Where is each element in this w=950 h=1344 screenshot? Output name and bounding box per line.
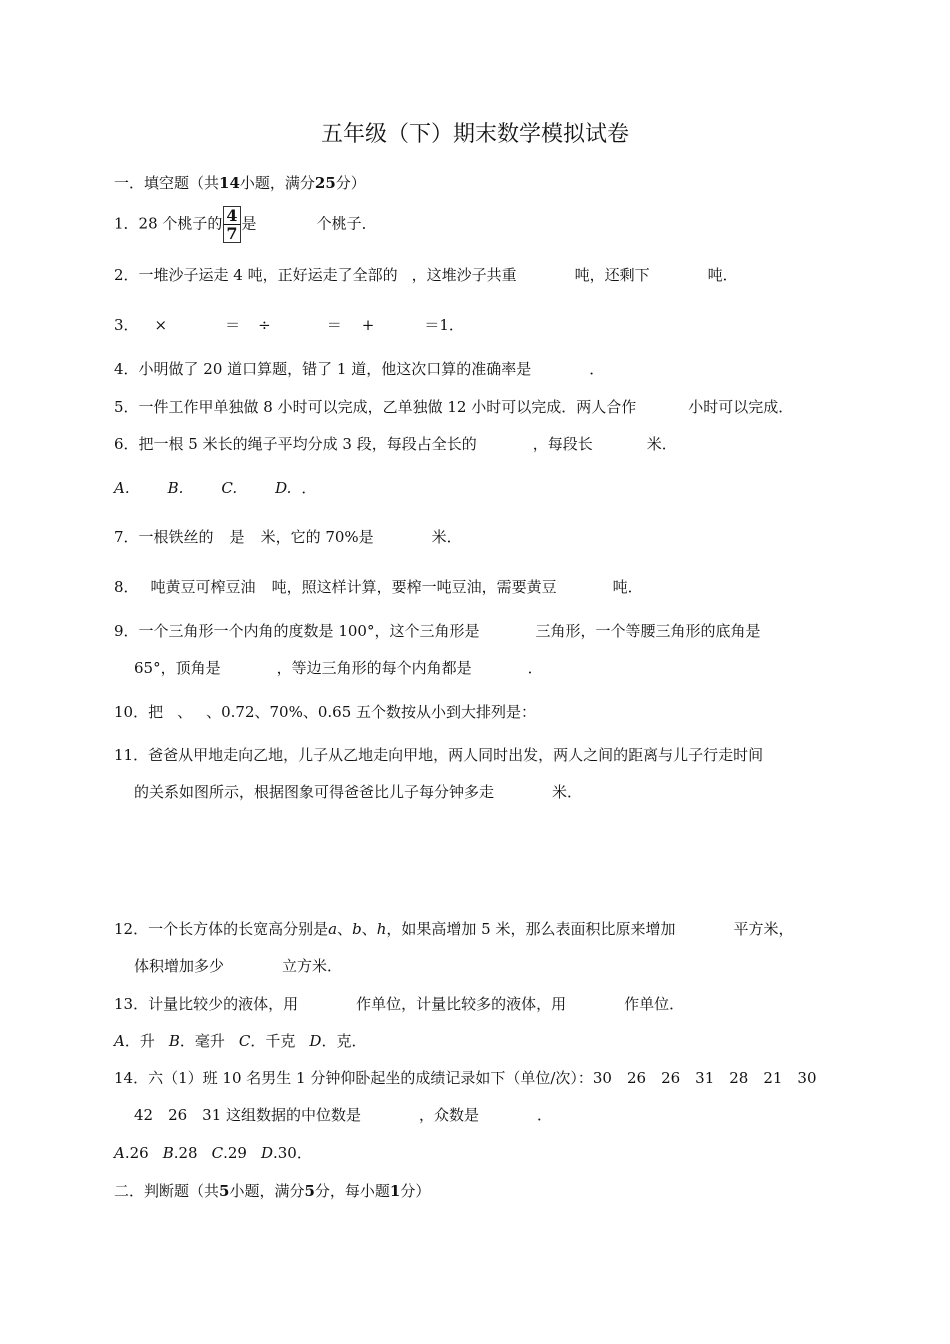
question-14-line-2	[134, 1105, 552, 1125]
section-2-heading-mid: 小题，满分	[229, 1182, 305, 1200]
option-a-text: .26	[124, 1144, 149, 1162]
variable-h: h	[376, 920, 387, 938]
question-12-text-d: 体积增加多少	[134, 957, 225, 975]
question-13	[114, 994, 684, 1014]
option-a-letter: A	[114, 1144, 125, 1162]
section-2-heading	[114, 1181, 430, 1201]
question-10-text-c: 、0.72、70%、0.65 五个数按从小到大排列是：	[206, 703, 537, 721]
question-11-text-b: 的关系如图所示，根据图象可得爸爸比儿子每分钟多走	[134, 783, 495, 801]
option-c: C.	[221, 479, 238, 497]
question-6-text-a: 6．把一根 5 米长的绳子平均分成 3 段，每段占全长的	[114, 435, 477, 453]
variable-b: b	[352, 920, 362, 938]
option-b-letter: B	[162, 1144, 174, 1162]
question-7-text-c: 米，它的 70%是	[260, 528, 374, 546]
fraction-denominator: 7	[223, 225, 240, 243]
separator: 、	[361, 920, 377, 938]
question-6-text-b: ，每段长	[532, 435, 593, 453]
question-7	[114, 527, 462, 547]
question-12-text-c: 平方米，	[733, 920, 794, 938]
section-1-heading-prefix: 一．填空题（共	[114, 174, 220, 192]
question-8-text-c: 吨，照这样计算，要榨一吨豆油，需要黄豆	[271, 578, 557, 596]
question-9-line-1	[114, 621, 760, 641]
option-c-text: ．千克	[250, 1032, 296, 1050]
section-2-heading-suffix: 分）	[400, 1182, 431, 1200]
section-1-heading-mid: 小题，满分	[239, 174, 315, 192]
question-2-text-c: 吨，还剩下	[574, 266, 650, 284]
question-10	[114, 702, 536, 722]
question-7-text-d: 米．	[431, 528, 462, 546]
option-a: A.	[114, 479, 130, 497]
question-1	[114, 206, 377, 243]
question-12-text-b: ，如果高增加 5 米，那么表面积比原来增加	[386, 920, 676, 938]
question-3	[114, 315, 464, 335]
section-2-each-score: 1	[389, 1182, 401, 1200]
question-9-text-a: 9．一个三角形一个内角的度数是 100°，这个三角形是	[114, 622, 480, 640]
question-1-text-c: 个桃子．	[316, 214, 377, 233]
question-5	[114, 397, 793, 417]
question-12-text-e: 立方米．	[282, 957, 343, 975]
question-3-number: 3．	[114, 316, 139, 334]
option-c-letter: C	[238, 1032, 251, 1050]
question-11-line-1: 11．爸爸从甲地走向乙地，儿子从乙地走向甲地，两人同时出发，两人之间的距离与儿子行走时间	[114, 746, 764, 764]
option-d-letter: D	[260, 1144, 273, 1162]
question-2-text-a: 2．一堆沙子运走 4 吨，正好运走了全部的	[114, 266, 398, 284]
option-d-text: .30．	[272, 1144, 312, 1162]
question-8-number: 8．	[114, 578, 139, 596]
fraction-4-7	[223, 206, 240, 243]
option-c-letter: C	[211, 1144, 224, 1162]
plus-symbol: +	[361, 316, 375, 334]
section-2-heading-mid2: 分，每小题	[314, 1182, 390, 1200]
question-4-text-b: ．	[589, 360, 605, 378]
question-7-text-a: 7．一根铁丝的	[114, 528, 214, 546]
section-1-heading-suffix: 分）	[335, 174, 366, 192]
question-9-text-d: ，等边三角形的每个内角都是	[276, 659, 472, 677]
option-a-letter: A	[114, 1032, 125, 1050]
question-10-text-a: 10．把	[114, 703, 164, 721]
question-5-text-b: 小时可以完成．	[688, 398, 794, 416]
equals-symbol: ＝	[326, 316, 342, 334]
page-title: 五年级（下）期末数学模拟试卷	[320, 122, 629, 147]
question-14-text-b: 42 26 31 这组数据的中位数是	[134, 1106, 362, 1124]
option-d: D.	[275, 479, 292, 497]
question-5-text-a: 5．一件工作甲单独做 8 小时可以完成，乙单独做 12 小时可以完成．两人合作	[114, 398, 637, 416]
option-d-letter: D	[309, 1032, 322, 1050]
question-6	[114, 434, 677, 454]
option-b-text: .28	[173, 1144, 198, 1162]
question-4-text-a: 4．小明做了 20 道口算题，错了 1 道，他这次口算的准确率是	[114, 360, 532, 378]
section-1-heading	[114, 173, 366, 193]
separator: 、	[337, 920, 353, 938]
times-symbol: ×	[154, 316, 168, 334]
fraction-numerator: 4	[223, 206, 240, 225]
question-7-text-b: 是	[229, 528, 245, 546]
question-8-text-b: 吨黄豆可榨豆油	[150, 578, 256, 596]
section-1-score: 25	[314, 174, 336, 192]
divide-symbol: ÷	[258, 316, 271, 334]
question-12-line-2	[134, 956, 342, 976]
option-end-mark: ．	[301, 479, 317, 497]
question-1-text-a: 1．28 个桃子的	[114, 214, 223, 233]
question-6-text-c: 米．	[646, 435, 677, 453]
question-13-text-a: 13．计量比较少的液体，用	[114, 995, 299, 1013]
option-b: B.	[167, 479, 184, 497]
question-8-text-d: 吨．	[612, 578, 643, 596]
section-2-count: 5	[219, 1182, 230, 1200]
question-14-text-c: ，众数是	[419, 1106, 480, 1124]
question-2-text-b: ，这堆沙子共重	[411, 266, 517, 284]
question-11-line-2	[134, 782, 582, 802]
equals-one: ＝1．	[424, 316, 464, 334]
option-b-letter: B	[168, 1032, 180, 1050]
question-11-text-c: 米．	[552, 783, 583, 801]
question-12-line-1	[114, 919, 793, 939]
question-9-line-2	[134, 658, 543, 678]
option-c-text: .29	[223, 1144, 247, 1162]
question-6-options	[114, 478, 316, 498]
option-a-text: ．升	[124, 1032, 155, 1050]
question-10-separator: 、	[177, 703, 193, 721]
question-2	[114, 265, 738, 285]
question-13-text-b: 作单位，计量比较多的液体，用	[356, 995, 567, 1013]
section-1-count: 14	[219, 174, 240, 192]
question-13-text-c: 作单位．	[624, 995, 685, 1013]
question-13-options	[114, 1031, 366, 1051]
question-4	[114, 359, 604, 379]
section-2-score: 5	[304, 1182, 315, 1200]
question-9-text-e: ．	[527, 659, 543, 677]
question-9-text-c: 65°，顶角是	[134, 659, 221, 677]
question-14-text-d: ．	[537, 1106, 553, 1124]
question-1-text-b: 是	[241, 214, 257, 233]
variable-a: a	[328, 920, 338, 938]
question-8	[114, 577, 643, 597]
question-2-text-d: 吨．	[707, 266, 738, 284]
question-14-line-1: 14．六（1）班 10 名男生 1 分钟仰卧起坐的成绩记录如下（单位/次）：30 26 26 31 28 21 30	[114, 1069, 817, 1087]
option-b-text: ．毫升	[179, 1032, 225, 1050]
option-d-text: ．克．	[321, 1032, 367, 1050]
equals-symbol: ＝	[225, 316, 241, 334]
section-2-heading-prefix: 二．判断题（共	[114, 1182, 220, 1200]
question-14-options	[114, 1143, 312, 1163]
question-9-text-b: 三角形，一个等腰三角形的底角是	[535, 622, 761, 640]
question-12-text-a: 12．一个长方体的长宽高分别是	[114, 920, 329, 938]
